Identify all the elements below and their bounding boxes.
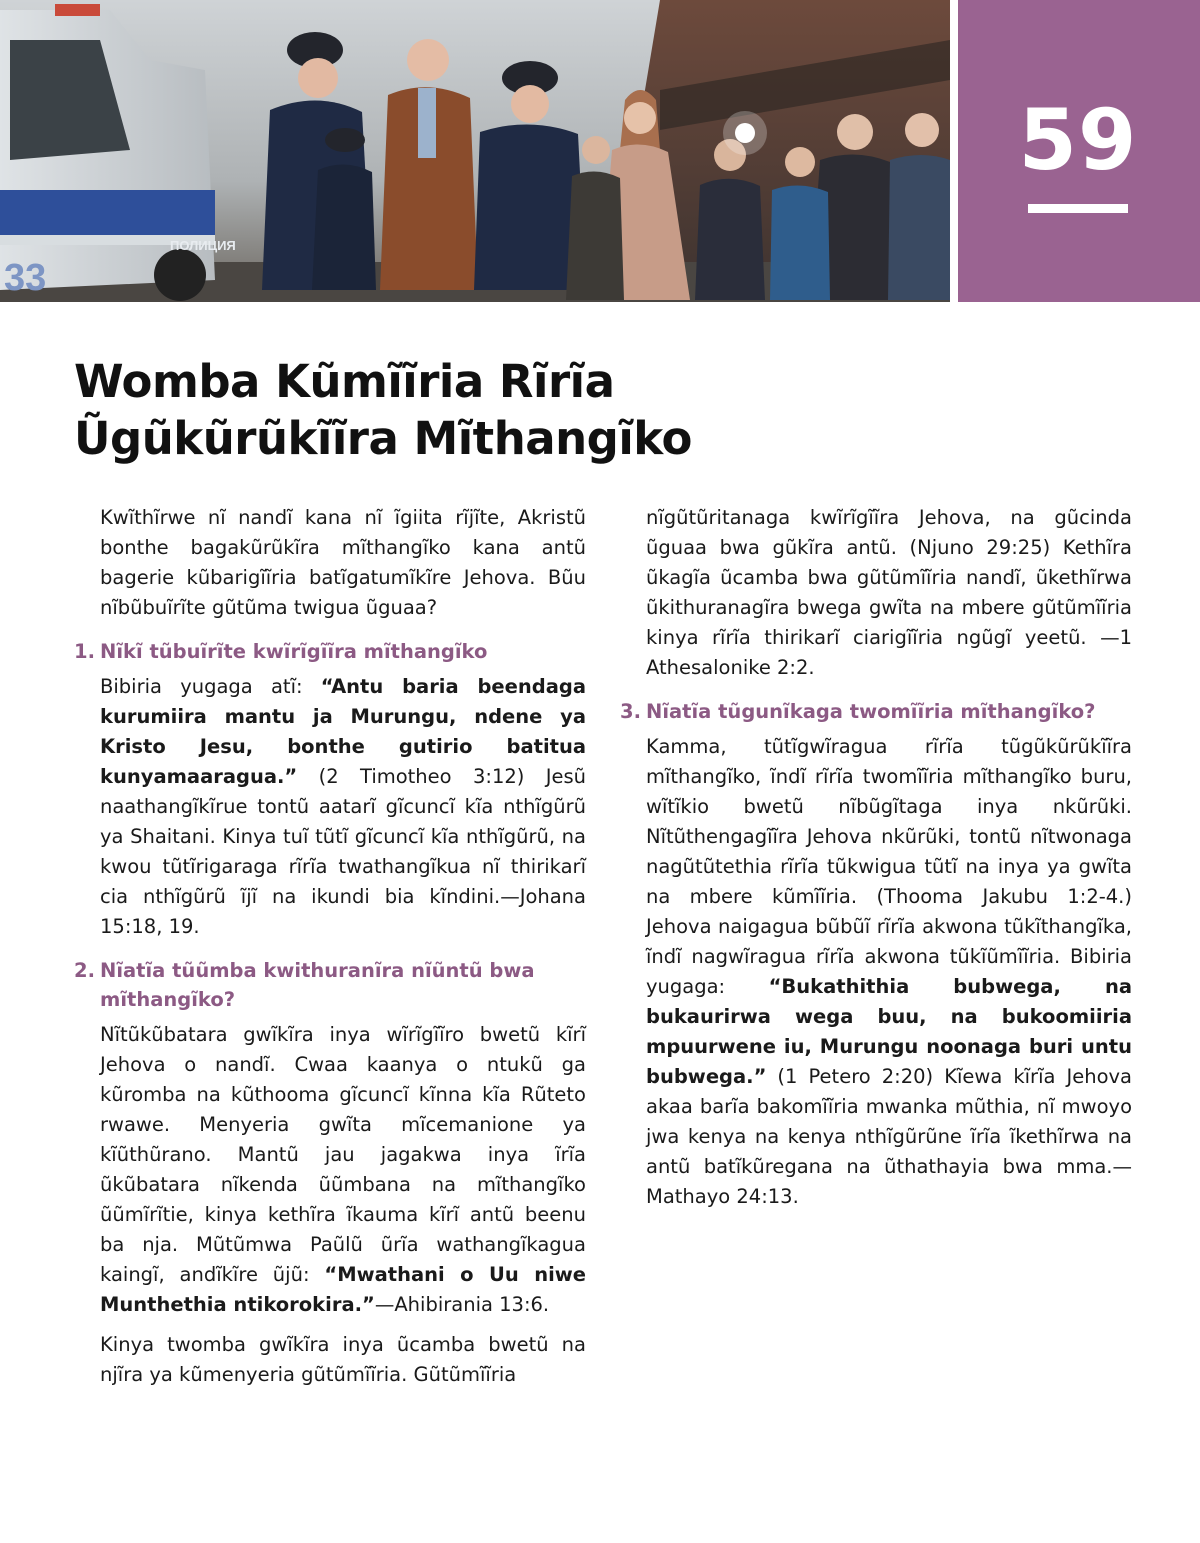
- van-label: ПОЛИЦИЯ: [170, 238, 236, 253]
- intro-paragraph: Kwĩthĩrwe nĩ nandĩ kana nĩ ĩgiita rĩjĩte, Akristũ bonthe bagakũrũkĩra mĩthangĩko kana antũ bagerie kũbarigĩĩria batĩgatumĩkĩre Jehova. Bũu nĩbũbuĩrĩte gũtũma twigua ũguaa?: [100, 506, 586, 619]
- scripture-quote: “Bukathithia bubwega, na bukaurirwa wega buu, na bukoomiiria mpuurwene iu, Murungu noonaga buri untu bubwega.”: [646, 975, 1132, 1088]
- section-heading-1: [74, 637, 586, 666]
- page-title: [74, 353, 894, 467]
- section-1-paragraph: [74, 672, 586, 942]
- title-line-2: Ũgũkũrũkĩĩra Mĩthangĩko: [74, 412, 692, 465]
- van-number: 33: [4, 257, 47, 299]
- text-run: —Ahibirania 13:6.: [374, 1293, 550, 1316]
- section-2-paragraph-2-visible: nĩgũtũritanaga kwĩrĩgĩĩra Jehova, na gũcinda ũguaa bwa gũkĩra antũ. (Njuno 29:25) Kethĩra ũkagĩa ũcamba bwa gũtũmĩĩria nandĩ, ũkethĩrwa ũkithuranagĩra bwega gwĩta na mbere gũtũmĩĩria kinya rĩrĩa thirikarĩ ciarigĩĩria ngũgĩ yeetũ. —1 Athesalonike 2:2.: [646, 506, 1132, 679]
- text-run: Kamma, tũtĩgwĩragua rĩrĩa tũgũkũrũkĩĩra mĩthangĩko, ĩndĩ rĩrĩa twomĩĩria mĩthangĩko buru, wĩtĩkio bwetũ nĩbũgĩtaga inya nkũrũki. Nĩtũthengagĩĩra Jehova nkũrũki, tontũ nĩtwonaga nagũtũtethia rĩrĩa tũkwigua tũtĩ na inya ya gwĩta na mbere kũmĩĩria. (Thooma Jakubu 1:2-4.) Jehova naigagua bũbũĩ rĩrĩa akwona tũkĩthangĩka, ĩndĩ nagwĩragua rĩrĩa akwona tũkĩũmĩĩria. Bibiria yugaga:: [646, 735, 1132, 998]
- section-3-paragraph: [620, 732, 1132, 1212]
- text-run: Nĩtũkũbatara gwĩkĩra inya wĩrĩgĩĩro bwetũ kĩrĩ Jehova o nandĩ. Cwaa kaanya o ntukũ ga kũromba na kũthooma gĩcuncĩ kĩnna kĩa Rũteto rwawe. Menyeria gwĩta mĩcemanione ya kĩũthũrano. Mantũ jau jagakwa inya ĩrĩa ũkũbatara nĩkenda ũũmbana na mĩthangĩko ũũmĩrĩtie, kinya kethĩra ĩkauma kĩrĩ antũ beenu ba nja. Mũtũmwa Paũlũ ũrĩa wathangĩkagua kaingĩ, andĩkĩre ũjũ:: [100, 1023, 586, 1286]
- scripture-quote: “Mwathani o Uu niwe Munthethia ntikorokira.”: [100, 1263, 587, 1316]
- section-number: 1.: [74, 640, 95, 663]
- scripture-quote: “Antu baria beendaga kurumiira mantu ja Murungu, ndene ya Kristo Jesu, bonthe gutirio batitua kunyamaaragua.”: [100, 675, 586, 788]
- header-photo: [0, 0, 950, 302]
- section-heading-text: Nĩatĩa tũũmba kwithuranĩra nĩũntũ bwa mĩthangĩko?: [100, 959, 535, 1011]
- section-heading-text: Nĩatĩa tũgunĩkaga twomĩĩria mĩthangĩko?: [646, 700, 1096, 723]
- section-2-paragraph-2: Kinya twomba gwĩkĩra inya ũcamba bwetũ na njĩra ya kũmenyeria gũtũmĩĩria. Gũtũmĩĩria: [100, 1333, 586, 1386]
- text-run: (1 Petero 2:20) Kĩewa kĩrĩa Jehova akaa barĩa bakomĩĩria mwanka mũthia, nĩ mwoyo jwa kenya na kenya nthĩgũrũne ĩrĩa ĩkethĩrwa na antũ batĩkũregana na ũthathayia bwa mma.—Mathayo 24:13.: [646, 1065, 1132, 1208]
- lesson-underline: [1028, 204, 1128, 213]
- section-heading-text: Nĩkĩ tũbuĩrĩte kwĩrĩgĩĩra mĩthangĩko: [100, 640, 488, 663]
- lesson-number: 59: [1018, 91, 1138, 189]
- text-run: (2 Timotheo 3:12) Jesũ naathangĩkĩrue tontũ aatarĩ gĩcuncĩ kĩa nthĩgũrũ ya Shaitani. Kinya tuĩ tũtĩ gĩcuncĩ kĩa nthĩgũrũ, na kwou tũtĩrigaraga rĩrĩa twathangĩkua nĩ thirikarĩ cia nthĩgũrũ ĩjĩ na ikundi bia kĩndini.—Johana 15:18, 19.: [100, 765, 586, 938]
- photo-icon: [0, 0, 950, 302]
- left-column: [74, 503, 586, 1400]
- section-2-paragraph-1: [74, 1020, 586, 1320]
- section-heading-2: [74, 956, 586, 1014]
- title-line-1: Womba Kũmĩĩria Rĩrĩa: [74, 355, 615, 408]
- right-column: [620, 503, 1132, 1222]
- section-heading-3: [620, 697, 1132, 726]
- section-number: 3.: [620, 700, 641, 723]
- section-number: 2.: [74, 959, 95, 982]
- lesson-badge: [958, 0, 1200, 302]
- text-run: Bibiria yugaga atĩ:: [100, 675, 321, 698]
